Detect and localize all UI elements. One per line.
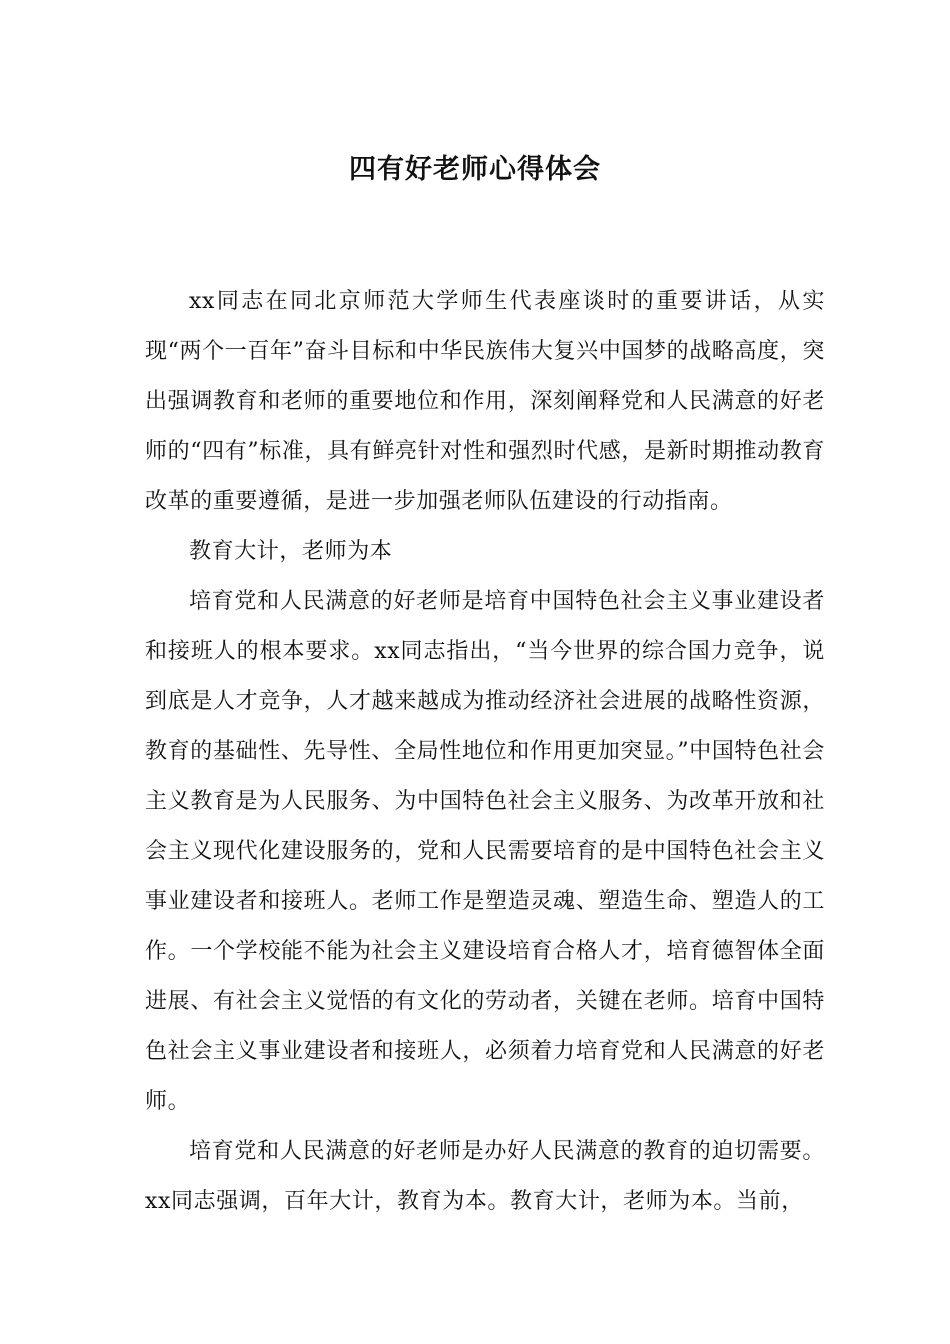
document-title: 四有好老师心得体会 [349,154,601,186]
paragraph-urgent-need: 培育党和人民满意的好老师是办好人民满意的教育的迫切需要。xx同志强调，百年大计，教育为本。教育大计，老师为本。当前， [145,1139,825,1214]
section-heading: 教育大计，老师为本 [189,539,393,564]
document-body [145,277,825,1227]
paragraph-requirement: 培育党和人民满意的好老师是培育中国特色社会主义事业建设者和接班人的根本要求。xx同志指出，“当今世界的综合国力竞争，说到底是人才竞争，人才越来越成为推动经济社会进展的战略性资源，教育的基础性、先导性、全局性地位和作用更加突显。”中国特色社会主义教育是为人民服务、为中国特色社会主义服务、为改革开放和社会主义现代化建设服务的，党和人民需要培育的是中国特色社会主义事业建设者和接班人。老师工作是塑造灵魂、塑造生命、塑造人的工作。一个学校能不能为社会主义建设培育合格人才，培育德智体全面进展、有社会主义觉悟的有文化的劳动者，关键在老师。培育中国特色社会主义事业建设者和接班人，必须着力培育党和人民满意的好老师。 [145,589,825,1114]
paragraph-intro: xx同志在同北京师范大学师生代表座谈时的重要讲话，从实现“两个一百年”奋斗目标和中华民族伟大复兴中国梦的战略高度，突出强调教育和老师的重要地位和作用，深刻阐释党和人民满意的好老师的“四有”标准，具有鲜亮针对性和强烈时代感，是新时期推动教育改革的重要遵循，是进一步加强老师队伍建设的行动指南。 [145,289,825,514]
